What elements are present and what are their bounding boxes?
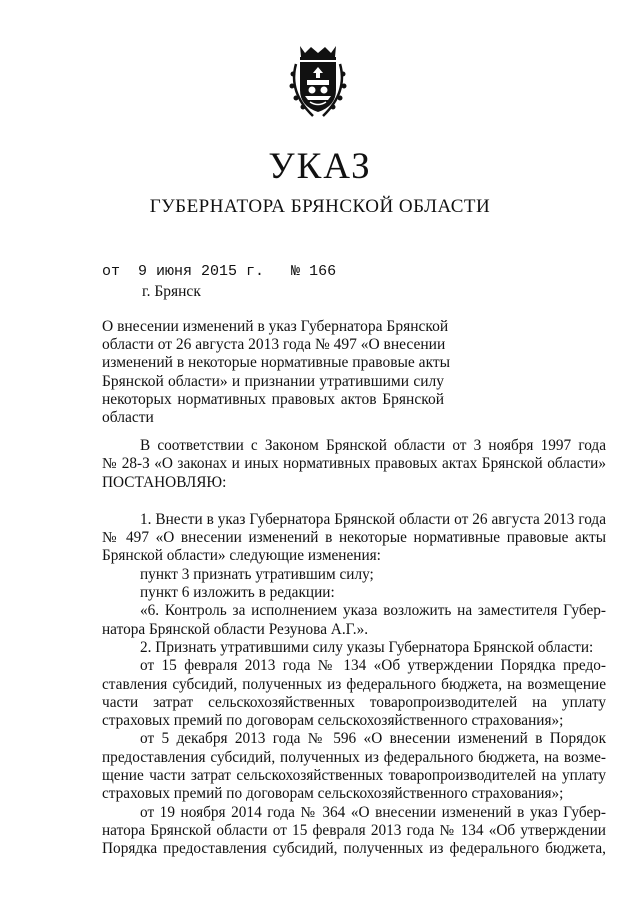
document-subject: [102, 318, 451, 427]
subject-line: некоторых нормативных правовых актов Брянской: [102, 390, 444, 408]
body-line: от 5 декабря 2013 года № 596 «О внесении изменений в Порядок: [140, 730, 606, 748]
body-line: № 28-З «О законах и иных нормативных правовых актах Брянской области»: [102, 455, 606, 473]
document-title: УКАЗ: [268, 146, 372, 187]
body-line: пункт 6 изложить в редакции:: [140, 584, 335, 602]
decree-paragraphs: [102, 511, 606, 859]
coat-of-arms-icon: [283, 44, 353, 118]
body-line: ПОСТАНОВЛЯЮ:: [102, 473, 227, 491]
body-line: щение части затрат сельскохозяйственных товаропроизводителей на уплату: [102, 767, 606, 785]
body-line: Порядка предоставления субсидий, полученных из федерального бюджета,: [102, 840, 606, 858]
body-line: В соответствии с Законом Брянской области от 3 ноября 1997 года: [140, 437, 606, 454]
document-subtitle: ГУБЕРНАТОРА БРЯНСКОЙ ОБЛАСТИ: [149, 196, 491, 217]
body-line: ставления субсидий, полученных из федерального бюджета, на возмещение: [102, 675, 606, 693]
date-prefix: от: [102, 263, 121, 280]
body-line: от 19 ноября 2014 года № 364 «О внесении изменений в указ Губер-: [140, 803, 606, 821]
body-line: натора Брянской области от 15 февраля 2013 года № 134 «Об утверждении: [102, 821, 606, 839]
body-line: Брянской области» следующие изменения:: [102, 547, 381, 565]
body-line: от 15 февраля 2013 года № 134 «Об утверждении Порядка предо-: [140, 657, 606, 675]
date-line: [102, 263, 336, 280]
body-line: предоставления субсидий, полученных из федерального бюджета, на возме-: [102, 748, 606, 766]
subject-line: изменений в некоторые нормативные правовые акты: [102, 354, 451, 372]
subject-line: области: [102, 409, 154, 427]
body-line: № 497 «О внесении изменений в некоторые нормативные правовые акты: [102, 529, 606, 547]
body-line: пункт 3 признать утратившим силу;: [140, 565, 374, 583]
subject-line: О внесении изменений в указ Губернатора Брянской: [102, 318, 449, 335]
body-line: части затрат сельскохозяйственных товаропроизводителей на уплату: [102, 693, 606, 711]
body-line: «6. Контроль за исполнением указа возложить на заместителя Губер-: [140, 602, 606, 620]
preamble: [102, 437, 606, 492]
body-line: 2. Признать утратившими силу указы Губернатора Брянской области:: [140, 638, 594, 656]
subject-line: области от 26 августа 2013 года № 497 «О внесении: [102, 336, 446, 354]
body-line: страховых премий по договорам сельскохозяйственного страхования»;: [102, 785, 564, 803]
subject-line: Брянской области» и признании утратившими силу: [102, 372, 444, 390]
body-line: страховых премий по договорам сельскохозяйственного страхования»;: [102, 712, 564, 730]
body-line: 1. Внести в указ Губернатора Брянской области от 26 августа 2013 года: [140, 510, 606, 528]
document-number: № 166: [291, 263, 337, 280]
document-date: 9 июня 2015 г.: [138, 263, 265, 280]
document-city: г. Брянск: [142, 283, 201, 300]
document-body: [102, 437, 606, 859]
body-line: натора Брянской области Резунова А.Г.».: [102, 620, 369, 638]
